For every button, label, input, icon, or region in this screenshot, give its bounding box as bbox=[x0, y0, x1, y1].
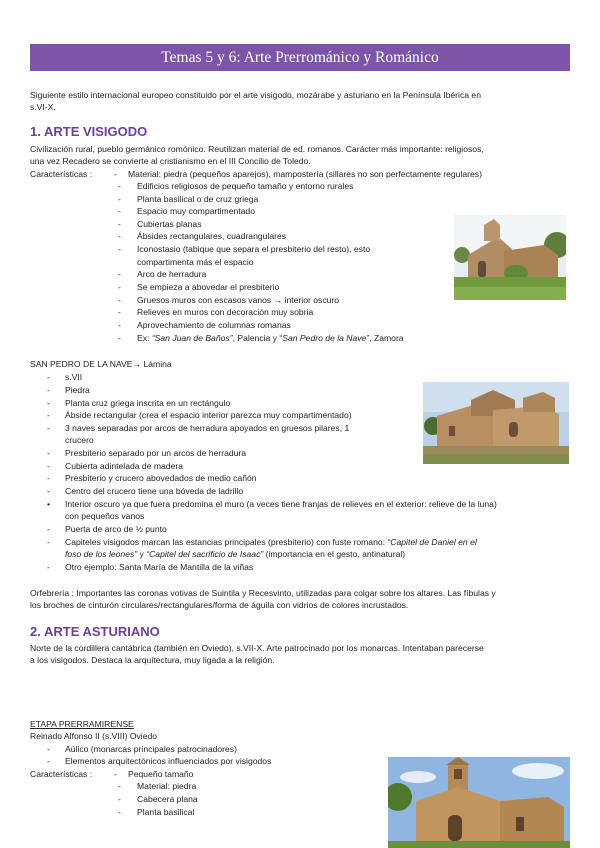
s2-paragraph-2: a los visigodos. Destaca la arquitectura, muy ligada a la religión. bbox=[30, 655, 275, 665]
bullet-dash: - bbox=[47, 398, 50, 408]
nave-item: con pequeños vanos bbox=[65, 511, 145, 521]
nave-item: Puerta de arco de ½ punto bbox=[65, 524, 167, 534]
s1-characteristic-item: Gruesos muros con escasos vanos → interior oscuro bbox=[137, 295, 340, 305]
section-heading-visigodo: 1. ARTE VISIGODO bbox=[30, 124, 148, 139]
bullet-dash: - bbox=[47, 461, 50, 471]
capiteles-pre: Capiteles visigodos marcan las estancias principales (presbiterio) con fuste romano: bbox=[65, 537, 388, 547]
ex-san-juan: “San Juan de Baños” bbox=[151, 333, 233, 343]
bullet-dash: - bbox=[118, 320, 121, 330]
bullet-dash: - bbox=[118, 231, 121, 241]
etapa-characteristic-first: Pequeño tamaño bbox=[128, 769, 194, 779]
s1-examples bbox=[137, 332, 404, 344]
capiteles-post: (importancia en el gesto, antinatural) bbox=[263, 549, 406, 559]
bullet-dash: - bbox=[118, 269, 121, 279]
s1-characteristic-first: Material: piedra (pequeños aparejos), mampostería (sillares no son perfectamente regulares) bbox=[128, 169, 482, 179]
bullet-dash: - bbox=[118, 194, 121, 204]
bullet-dash: - bbox=[118, 206, 121, 216]
nave-otro-ejemplo: Otro ejemplo: Santa María de Mantilla de la viñas bbox=[65, 562, 254, 572]
nave-capiteles-line-1 bbox=[65, 536, 477, 548]
etapa-sub-1: Material: piedra bbox=[137, 781, 197, 791]
bullet-dash: - bbox=[118, 219, 121, 229]
capitel-daniel-a: “Capitel de Daniel en el bbox=[387, 537, 477, 547]
capitel-daniel-b: foso de los leones” bbox=[65, 549, 138, 559]
bullet-dash: - bbox=[118, 807, 121, 817]
etapa-title: ETAPA PRERRAMIRENSE bbox=[30, 719, 134, 729]
s1-characteristic-item: compartimenta más el espacio bbox=[137, 257, 254, 267]
nave-item: Interior oscuro ya que fuera predomina el muro (a veces tiene franjas de relieves en el exterior: relieve de la luna) bbox=[65, 499, 497, 509]
bullet-dash: - bbox=[47, 744, 50, 754]
page-title: Temas 5 y 6: Arte Prerrománico y Románico bbox=[30, 44, 570, 71]
bullet-dash: - bbox=[118, 307, 121, 317]
s1-characteristic-item: Planta basilical o de cruz griega bbox=[137, 194, 259, 204]
church-photo-san-juan bbox=[454, 215, 566, 300]
nave-item: Piedra bbox=[65, 385, 90, 395]
bullet-dash: - bbox=[114, 769, 117, 779]
bullet-dash: - bbox=[118, 295, 121, 305]
nave-item: s.VII bbox=[65, 372, 83, 382]
bullet-dash: - bbox=[118, 282, 121, 292]
ex-pre: Ex: bbox=[137, 333, 152, 343]
etapa-characteristics-label: Características : bbox=[30, 769, 93, 779]
church-photo-asturiano bbox=[388, 757, 570, 848]
nave-item: Presbiterio separado por un arcos de herradura bbox=[65, 448, 247, 458]
bullet-dash: - bbox=[114, 169, 117, 179]
nave-item: Cubierta adintelada de madera bbox=[65, 461, 184, 471]
nave-item: crucero bbox=[65, 435, 94, 445]
bullet-dash: • bbox=[47, 499, 51, 509]
etapa-item-2: Elementos arquitectónicos influenciados por visigodos bbox=[65, 756, 272, 766]
nave-item: Ábside rectangular (crea el espacio interior parezca muy compartimentado) bbox=[65, 410, 352, 420]
bullet-dash: - bbox=[118, 333, 121, 343]
nave-item: Planta cruz griega inscrita en un rectángulo bbox=[65, 398, 231, 408]
etapa-sub-2: Cabecera plana bbox=[137, 794, 198, 804]
s1-characteristic-item: Se empieza a abovedar el presbiterio bbox=[137, 282, 280, 292]
bullet-dash: - bbox=[47, 537, 50, 547]
nave-item: Presbiterio y crucero abovedados de medio cañón bbox=[65, 473, 257, 483]
orfebreria-line-1: Orfebrería : Importantes las coronas votivas de Suintila y Recesvinto, utilizadas para colgar sobre los altares. Las fíbulas y bbox=[30, 588, 496, 598]
ex-mid: , Palencia y “ bbox=[232, 333, 283, 343]
s1-characteristic-item: Ábsides rectangulares, cuadrangulares bbox=[137, 231, 287, 241]
s1-characteristic-item: Arco de herradura bbox=[137, 269, 207, 279]
bullet-dash: - bbox=[47, 448, 50, 458]
s2-paragraph-1: Norte de la cordillera cantábrica (también en Oviedo), s.VII-X. Arte patrocinado por los monarcas. Intentaban parecerse bbox=[30, 643, 484, 653]
bullet-dash: - bbox=[118, 181, 121, 191]
s1-characteristics-label: Características : bbox=[30, 169, 93, 179]
etapa-sub-3: Planta basilical bbox=[137, 807, 195, 817]
capiteles-mid: y bbox=[137, 549, 147, 559]
s1-characteristic-item: Cubiertas planas bbox=[137, 219, 202, 229]
s1-paragraph-2: una vez Recadero se convierte al cristianismo en el III Concilio de Toledo. bbox=[30, 156, 311, 166]
capitel-isaac: “Capitel del sacrificio de Isaac” bbox=[146, 549, 264, 559]
bullet-dash: - bbox=[47, 562, 50, 572]
s1-characteristic-item: Espacio muy compartimentado bbox=[137, 206, 255, 216]
etapa-item-1: Aúlico (monarcas principales patrocinadores) bbox=[65, 744, 237, 754]
s1-characteristic-item: Aprovechamiento de columnas romanas bbox=[137, 320, 291, 330]
etapa-reinado: Reinado Alfonso II (s.VIII) Oviedo bbox=[30, 731, 158, 741]
bullet-dash: - bbox=[118, 244, 121, 254]
nave-capiteles-line-2 bbox=[65, 548, 405, 560]
bullet-dash: - bbox=[47, 524, 50, 534]
section-heading-asturiano: 2. ARTE ASTURIANO bbox=[30, 624, 160, 639]
s1-paragraph-1: Civilización rural, pueblo germánico romónico. Reutilizan material de ed. romanos. Carácter más importante: religiosos, bbox=[30, 144, 484, 154]
nave-title: SAN PEDRO DE LA NAVE→ Lámina bbox=[30, 359, 172, 369]
bullet-dash: - bbox=[47, 385, 50, 395]
bullet-dash: - bbox=[47, 372, 50, 382]
bullet-dash: - bbox=[47, 473, 50, 483]
intro-line-2: s.VI-X. bbox=[30, 102, 56, 112]
church-photo-san-pedro bbox=[423, 382, 569, 464]
s1-characteristic-item: Edificios religiosos de pequeño tamaño y entorno rurales bbox=[137, 181, 354, 191]
s1-characteristic-item: Relieves en muros con decoración muy sobria bbox=[137, 307, 314, 317]
bullet-dash: - bbox=[47, 486, 50, 496]
intro-line-1: Siguiente estilo internacional europeo constituido por el arte visigodo, mozárabe y asturiano en la Península Ibérica en bbox=[30, 90, 481, 100]
nave-item: Centro del crucero tiene una bóveda de ladrillo bbox=[65, 486, 244, 496]
bullet-dash: - bbox=[118, 794, 121, 804]
bullet-dash: - bbox=[118, 781, 121, 791]
ex-post: ”, Zamora bbox=[366, 333, 404, 343]
bullet-dash: - bbox=[47, 423, 50, 433]
bullet-dash: - bbox=[47, 756, 50, 766]
s1-characteristic-item: Iconostasio (tabique que separa el presbiterio del resto), esto bbox=[137, 244, 371, 254]
ex-san-pedro: San Pedro de la Nave bbox=[282, 333, 367, 343]
orfebreria-line-2: los broches de cinturón circulares/rectangulares/forma de águila con vidrios de colores incrustados. bbox=[30, 600, 409, 610]
nave-item: 3 naves separadas por arcos de herradura apoyados en gruesos pilares, 1 bbox=[65, 423, 350, 433]
bullet-dash: - bbox=[47, 410, 50, 420]
